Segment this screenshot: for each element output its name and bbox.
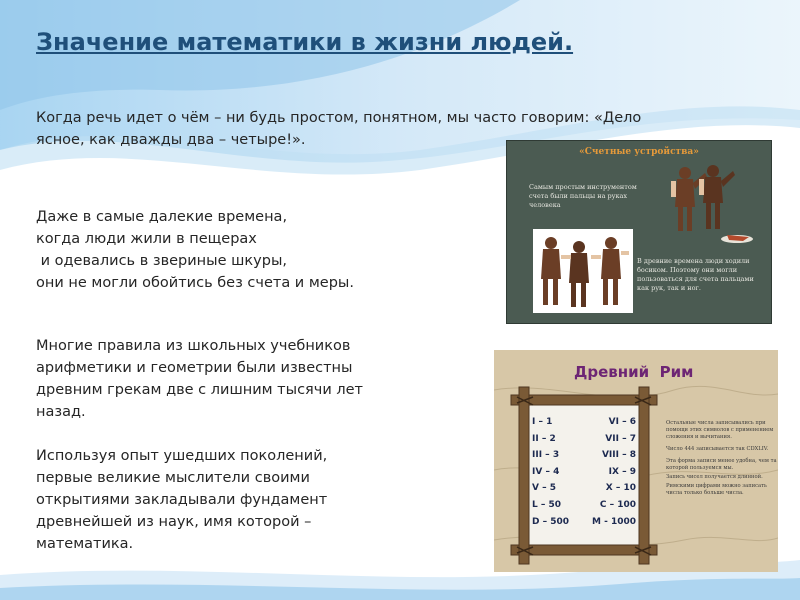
paragraph-line: Используя опыт ушедших поколений, <box>36 448 328 464</box>
paragraph-greeks <box>36 335 416 423</box>
counting-devices-title: «Счетные устройства» <box>579 147 699 157</box>
paragraph-thinkers <box>36 445 416 555</box>
paragraph-line: открытиями закладывали фундамент <box>36 492 328 508</box>
numeral-row <box>532 447 636 464</box>
numeral-row <box>532 514 636 531</box>
paragraph-line: назад. <box>36 404 86 420</box>
numeral-row <box>532 431 636 448</box>
numeral-cell: V – 5 <box>532 483 556 494</box>
counting-devices-text-fingers: Самым простым инструментом счета были пальцы на руках человека <box>529 183 637 209</box>
paragraph-line: Когда речь идет о чём – ни будь простом, понятном, мы часто говорим: «Дело <box>36 110 642 126</box>
paragraph-line: они не могли обойтись без счета и меры. <box>36 275 354 291</box>
paragraph-line: древним грекам две с лишним тысячи лет <box>36 382 364 398</box>
numeral-cell: M - 1000 <box>591 516 636 527</box>
paragraph-line: ясное, как дважды два – четыре!». <box>36 132 306 148</box>
paragraph-line: Многие правила из школьных учебников <box>36 338 351 354</box>
counting-devices-image <box>506 140 772 324</box>
ancient-rome-image <box>494 350 778 572</box>
paragraph-ancient-times <box>36 206 436 294</box>
numeral-cell: VII – 7 <box>605 433 636 444</box>
numeral-cell: III – 3 <box>532 450 560 461</box>
numeral-cell: VI – 6 <box>608 417 636 427</box>
paragraph-line: первые великие мыслители своими <box>36 470 310 486</box>
numeral-row <box>532 480 636 497</box>
paragraph-line: когда люди жили в пещерах <box>36 231 257 247</box>
page-title: Значение математики в жизни людей. <box>36 28 574 56</box>
rome-note: Остальные числа записывались при помощи этих символов с применением сложения и вычитания. <box>666 420 774 440</box>
numeral-cell: I – 1 <box>532 417 553 427</box>
roman-numerals-table <box>532 414 636 530</box>
paragraph-line: математика. <box>36 536 134 552</box>
rome-note: Число 444 записывается так CDXLIV. <box>666 446 769 452</box>
counting-devices-text-toes: В древние времена люди ходили босиком. Поэтому они могли пользоваться для счета пальцами как рук, так и ног. <box>637 257 754 292</box>
rome-title: Древний Рим <box>574 363 694 381</box>
numeral-row <box>532 464 636 481</box>
numeral-row <box>532 497 636 514</box>
numeral-row <box>532 414 636 431</box>
paragraph-line: древнейшей из наук, имя которой – <box>36 514 312 530</box>
numeral-cell: X – 10 <box>605 483 636 494</box>
numeral-cell: C – 100 <box>599 499 636 510</box>
rome-note: Римскими цифрами можно записать числа только больше числа. <box>666 483 767 496</box>
paragraph-line: и одевались в звериные шкуры, <box>36 253 287 269</box>
cavemen-group-top-illustration <box>657 163 757 243</box>
numeral-cell: VIII – 8 <box>601 450 636 461</box>
paragraph-line: Даже в самые далекие времена, <box>36 209 288 225</box>
numeral-cell: D – 500 <box>532 516 570 527</box>
paragraph-line: арифметики и геометрии были известны <box>36 360 353 376</box>
numeral-cell: II – 2 <box>532 433 556 444</box>
cavemen-group-bottom-illustration <box>533 229 633 313</box>
numeral-cell: IX – 9 <box>608 466 636 477</box>
numeral-cell: IV – 4 <box>532 466 560 477</box>
rome-note: Запись чисел получается длинной. <box>666 474 763 480</box>
rome-note: Эта форма записи менее удобна, чем та которой пользуемся мы. <box>666 458 777 471</box>
numeral-cell: L – 50 <box>532 499 562 510</box>
rome-side-notes <box>666 420 778 497</box>
